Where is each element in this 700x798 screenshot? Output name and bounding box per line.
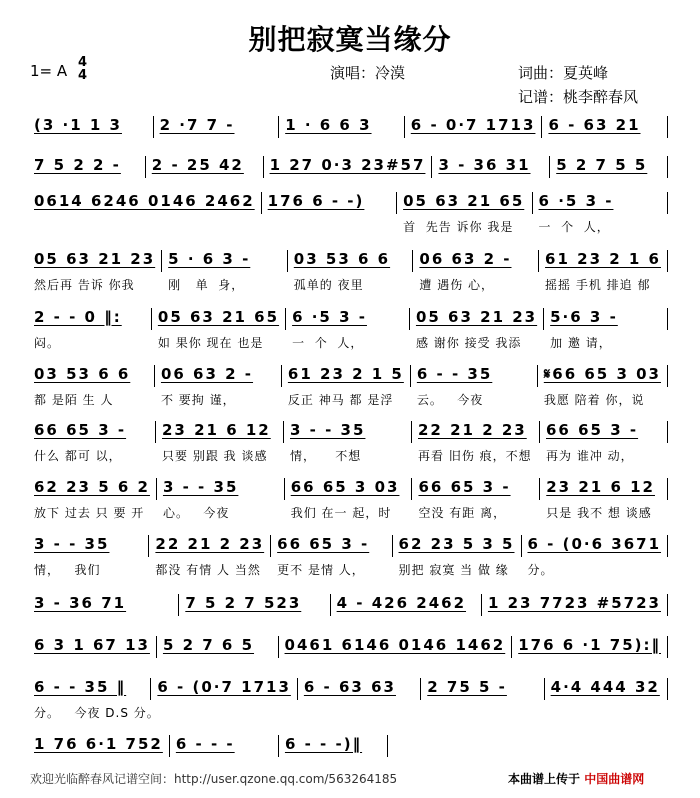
notes: 62 23 5 3 5 — [398, 535, 515, 553]
measure — [540, 478, 668, 520]
notes: 2 - 25 42 — [151, 156, 244, 174]
lyrics: 我愿 陪着 你，说 — [543, 393, 645, 407]
measure — [28, 250, 162, 292]
lyrics: 情， 我们 — [34, 563, 101, 577]
notes: 6 ·5 3 - — [538, 192, 614, 210]
lyrics: 摇摇 手机 排追 郁 — [545, 278, 651, 292]
notes: 06 63 2 - — [419, 250, 512, 268]
lyrics: 如 果你 现在 也是 — [157, 336, 264, 350]
score-line — [28, 594, 668, 616]
measure — [28, 308, 152, 350]
notes: 176 6 - -) — [267, 192, 365, 210]
notes: 66 65 3 03 — [290, 478, 400, 496]
measure — [540, 421, 668, 463]
measure — [412, 478, 540, 520]
lyrics: 分。 今夜 D.S 分。 — [34, 706, 160, 720]
transcriber: 记谱：桃李醉春风 — [518, 88, 639, 106]
notes: 6 - - - — [175, 735, 235, 753]
time-signature — [78, 56, 87, 82]
measure — [550, 156, 668, 178]
lyrics: 情， 不想 — [290, 449, 362, 463]
score-line — [28, 678, 668, 720]
notes: 05 63 21 65 — [157, 308, 280, 326]
measure — [154, 116, 280, 138]
notes: 2 75 5 - — [427, 678, 507, 696]
lyrics: 我们 在一 起，时 — [290, 506, 392, 520]
notes: 1 76 6·1 752 — [34, 735, 163, 753]
notes: 7 5 2 2 - — [34, 156, 121, 174]
footer-text: 欢迎光临醉春风记谱空间：http://user.qzone.qq.com/563264185 — [30, 772, 398, 786]
measure — [28, 192, 262, 214]
measure — [146, 156, 264, 178]
measure — [512, 636, 668, 658]
time-top: 4 — [78, 55, 88, 70]
notes: 5 2 7 5 5 — [556, 156, 648, 174]
lyrics: 云。 今夜 — [416, 393, 484, 407]
score-line — [28, 421, 668, 463]
score-line — [28, 365, 668, 407]
measure — [179, 594, 330, 616]
measure — [298, 678, 421, 700]
key-signature: 1= A — [30, 62, 68, 80]
score-line — [28, 156, 668, 178]
measure — [288, 250, 414, 292]
lyrics: 别把 寂寞 当 做 缘 — [398, 563, 509, 577]
measure — [421, 678, 544, 700]
notes: 6 - (0·6 3671 — [527, 535, 662, 553]
score-line — [28, 735, 388, 757]
measure — [279, 636, 513, 658]
notes: 6 - - -)‖ — [284, 735, 363, 753]
notes: 1 27 0·3 23#57 — [269, 156, 426, 174]
notes: 06 63 2 - — [160, 365, 254, 383]
measure — [28, 735, 170, 757]
notes: 3 - 36 71 — [34, 594, 127, 612]
notes: 0461 6146 0146 1462 — [284, 636, 506, 654]
lyrics: 只要 别跟 我 谈感 — [162, 449, 268, 463]
upload-label: 本曲谱上传于 — [508, 772, 581, 786]
measure — [271, 535, 392, 577]
notes: 0614 6246 0146 2462 — [34, 192, 255, 210]
measure — [170, 735, 279, 757]
notes: 6 3 1 67 13 — [34, 636, 150, 654]
notes: 3 - - 35 — [162, 478, 239, 496]
measure — [284, 421, 412, 463]
score-line — [28, 308, 668, 350]
notes: 66 65 3 - — [546, 421, 639, 439]
notes: 61 23 2 1 5 — [287, 365, 404, 383]
lyrics: 遭 遇伤 心， — [419, 278, 495, 292]
notes: 176 6 ·1 75):‖ — [518, 636, 661, 654]
score-line — [28, 116, 668, 138]
lyrics: 孤单的 夜里 — [293, 278, 364, 292]
brand-logo: 中国曲谱网 — [584, 772, 645, 786]
notes: 61 23 2 1 6 — [545, 250, 661, 268]
lyrics: 一 个 人， — [292, 336, 364, 350]
measure — [410, 308, 544, 350]
notes: 6 - - 35 — [416, 365, 493, 383]
measure — [538, 365, 668, 407]
notes: 6 - 63 21 — [548, 116, 641, 134]
lyrics: 都没 有情 人 当然 — [155, 563, 261, 577]
notes: 2 - - 0 ‖: — [34, 308, 122, 326]
notes: 6 ·5 3 - — [292, 308, 367, 326]
score-line — [28, 636, 668, 658]
measure — [28, 116, 154, 138]
notes: 1 23 7723 #5723 — [487, 594, 661, 612]
measure — [162, 250, 288, 292]
measure — [545, 678, 668, 700]
lyrics: 一 个 人， — [538, 220, 610, 234]
lyrics: 闷。 — [34, 336, 61, 350]
notes: 6 - (0·7 1713 — [157, 678, 291, 696]
measure — [28, 156, 146, 178]
composer: 词曲：夏英峰 — [518, 64, 609, 82]
measure — [544, 308, 668, 350]
notes: (3 ·1 1 3 — [34, 116, 122, 134]
song-title: 别把寂寞当缘分 — [248, 23, 452, 56]
notes: 22 21 2 23 — [418, 421, 527, 439]
measure — [412, 421, 540, 463]
notes: 3 - 36 31 — [438, 156, 531, 174]
measure — [262, 192, 397, 214]
singer: 演唱：冷漠 — [330, 64, 406, 82]
measure — [28, 535, 149, 577]
upload-note — [508, 770, 644, 787]
notes: 23 21 6 12 — [546, 478, 655, 496]
measure — [432, 156, 550, 178]
measure — [28, 594, 179, 616]
notes: 2 ·7 7 - — [159, 116, 235, 134]
measure — [28, 678, 160, 720]
notes: 05 63 21 65 — [403, 192, 525, 210]
measure — [482, 594, 668, 616]
measure — [279, 735, 388, 757]
measure — [397, 192, 532, 234]
measure — [155, 365, 282, 407]
lyrics: 首 先告 诉你 我是 — [403, 220, 514, 234]
lyrics: 再看 旧伤 痕，不想 — [418, 449, 532, 463]
measure — [542, 116, 668, 138]
measure — [264, 156, 433, 178]
lyrics: 然后再 告诉 你我 — [34, 278, 135, 292]
notes: 05 63 21 23 — [34, 250, 156, 268]
notes: 5·6 3 - — [550, 308, 618, 326]
notes: 66 65 3 - — [34, 421, 127, 439]
measure — [28, 478, 157, 520]
notes: 22 21 2 23 — [155, 535, 265, 553]
measure — [411, 365, 538, 407]
measure — [413, 250, 539, 292]
measure — [151, 678, 298, 700]
lyrics: 反正 神马 都 是浮 — [287, 393, 394, 407]
score-line — [28, 535, 668, 577]
measure — [28, 421, 156, 463]
time-bottom: 4 — [78, 68, 88, 83]
notes: 66 65 3 - — [277, 535, 370, 553]
lyrics: 加 邀 请， — [550, 336, 612, 350]
notes: 3 - - 35 — [34, 535, 110, 553]
notes: 62 23 5 6 2 — [34, 478, 150, 496]
lyrics: 分。 — [527, 563, 554, 577]
measure — [156, 421, 284, 463]
measure — [331, 594, 482, 616]
measure — [28, 365, 155, 407]
measure — [405, 116, 543, 138]
lyrics: 只是 我不 想 谈感 — [546, 506, 652, 520]
notes: 66 65 3 - — [418, 478, 511, 496]
notes: 4·4 444 32 — [550, 678, 660, 696]
notes: 𝄋66 65 3 03 — [543, 365, 661, 383]
measure — [286, 308, 410, 350]
notes: 5 · 6 3 - — [168, 250, 251, 268]
measure — [149, 535, 271, 577]
lyrics: 空没 有距 离， — [418, 506, 507, 520]
notes: 23 21 6 12 — [162, 421, 271, 439]
lyrics: 都 是陌 生 人 — [34, 393, 114, 407]
measure — [393, 535, 522, 577]
notes: 05 63 21 23 — [415, 308, 538, 326]
notes: 03 53 6 6 — [293, 250, 391, 268]
notes: 7 5 2 7 523 — [185, 594, 302, 612]
notes: 5 2 7 6 5 — [162, 636, 255, 654]
measure — [282, 365, 411, 407]
lyrics: 刚 单 身， — [168, 278, 245, 292]
lyrics: 更不 是情 人， — [277, 563, 365, 577]
measure — [522, 535, 669, 577]
measure — [28, 636, 157, 658]
score-line — [28, 478, 668, 520]
lyrics: 什么 都可 以， — [34, 449, 122, 463]
notes: 1 · 6 6 3 — [285, 116, 372, 134]
lyrics: 感 谢你 接受 我添 — [415, 336, 522, 350]
score-line — [28, 192, 668, 234]
measure — [533, 192, 668, 234]
lyrics: 再为 谁冲 动， — [546, 449, 634, 463]
measure — [539, 250, 668, 292]
score-line — [28, 250, 668, 292]
notes: 4 - 426 2462 — [336, 594, 467, 612]
notes: 6 - 63 63 — [303, 678, 396, 696]
measure — [157, 636, 279, 658]
measure — [279, 116, 405, 138]
measure — [157, 478, 285, 520]
notes: 3 - - 35 — [290, 421, 366, 439]
lyrics: 心。 今夜 — [162, 506, 230, 520]
measure — [152, 308, 286, 350]
notes: 03 53 6 6 — [34, 365, 131, 383]
lyrics: 放下 过去 只 要 开 — [34, 506, 145, 520]
measure — [285, 478, 413, 520]
notes: 6 - 0·7 1713 — [410, 116, 536, 134]
notes: 6 - - 35 ‖ — [34, 678, 127, 696]
lyrics: 不 要拘 谨， — [160, 393, 236, 407]
